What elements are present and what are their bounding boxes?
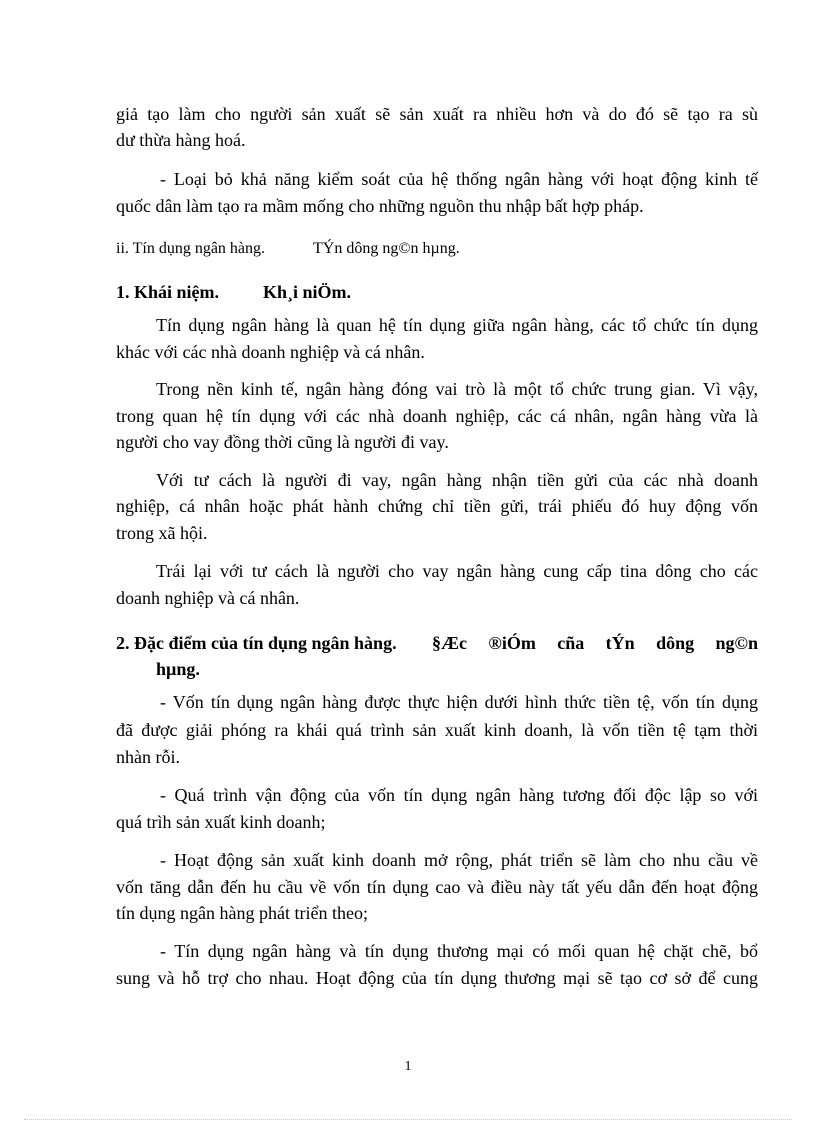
body-line: vốn tăng dẫn đến hu cầu về vốn tín dụng cao và điều này tất yếu dẫn đến hoạt động (116, 877, 758, 897)
body-line: quá trìh sản xuất kinh doanh; (116, 812, 326, 832)
bullet-line: - Hoạt động sản xuất kinh doanh mở rộng, phát triển sẽ làm cho nhu cầu về (160, 850, 758, 870)
body-line: trong xã hội. (116, 523, 208, 543)
section-heading-legacy: TÝn dông ng©n hµng. (313, 240, 460, 257)
bullet-line: - Loại bỏ khả năng kiểm soát của hệ thống ngân hàng với hoạt động kinh tế (160, 169, 758, 189)
page-number: 1 (404, 1059, 412, 1074)
body-line: doanh nghiệp và cá nhân. (116, 588, 300, 608)
body-line: quốc dân làm tạo ra mầm mống cho những nguồn thu nhập bất hợp pháp. (116, 196, 644, 216)
section-heading: ii. Tín dụng ngân hàng. (116, 240, 266, 257)
body-line: đã được giải phóng ra khái quá trình sản xuất kinh doanh, là vốn tiền tệ tạm thời (116, 720, 758, 740)
body-line: trong quan hệ tín dụng với các nhà doanh nghiệp, các cá nhân, ngân hàng vừa là (116, 406, 758, 426)
body-line: tín dụng ngân hàng phát triển theo; (116, 903, 368, 923)
subsection-heading: 2. Đặc điểm của tín dụng ngân hàng. (116, 633, 397, 653)
subsection-heading: 1. Khái niệm. (116, 282, 220, 302)
body-line: Tín dụng ngân hàng là quan hệ tín dụng giữa ngân hàng, các tổ chức tín dụng (156, 315, 758, 335)
body-line: nghiệp, cá nhân hoặc phát hành chứng chỉ tiền gửi, trái phiếu đó huy động vốn (116, 496, 758, 516)
bullet-line: - Tín dụng ngân hàng và tín dụng thương mại có mối quan hệ chặt chẽ, bổ (160, 941, 758, 961)
body-line: dư thừa hàng hoá. (116, 130, 246, 150)
bullet-line: - Vốn tín dụng ngân hàng được thực hiện dưới hình thức tiền tệ, vốn tín dụng (160, 692, 758, 712)
body-line: Với tư cách là người đi vay, ngân hàng nhận tiền gửi của các nhà doanh (156, 470, 758, 490)
subsection-heading-legacy: Kh¸i niÖm. (263, 282, 352, 302)
body-line: nhàn rỗi. (116, 747, 180, 767)
body-line: sung và hỗ trợ cho nhau. Hoạt động của tín dụng thương mại sẽ tạo cơ sở để cung (116, 968, 758, 988)
footer-divider (24, 1119, 792, 1120)
body-line: Trái lại với tư cách là người cho vay ngân hàng cung cấp tina dông cho các (156, 561, 758, 581)
subsection-heading-legacy: §Æc ®iÓm cña tÝn dông ng©n (432, 633, 758, 653)
subsection-heading-legacy-cont: hµng. (156, 659, 200, 679)
body-line: người cho vay đồng thời cũng là người đi vay. (116, 432, 449, 452)
body-line: khác với các nhà doanh nghiệp và cá nhân. (116, 342, 425, 362)
body-line: giả tạo làm cho người sản xuất sẽ sản xuất ra nhiều hơn và do đó sẽ tạo ra sù (116, 104, 758, 124)
body-line: Trong nền kinh tế, ngân hàng đóng vai trò là một tổ chức trung gian. Vì vậy, (156, 379, 758, 399)
bullet-line: - Quá trình vận động của vốn tín dụng ngân hàng tương đối độc lập so với (160, 785, 758, 805)
